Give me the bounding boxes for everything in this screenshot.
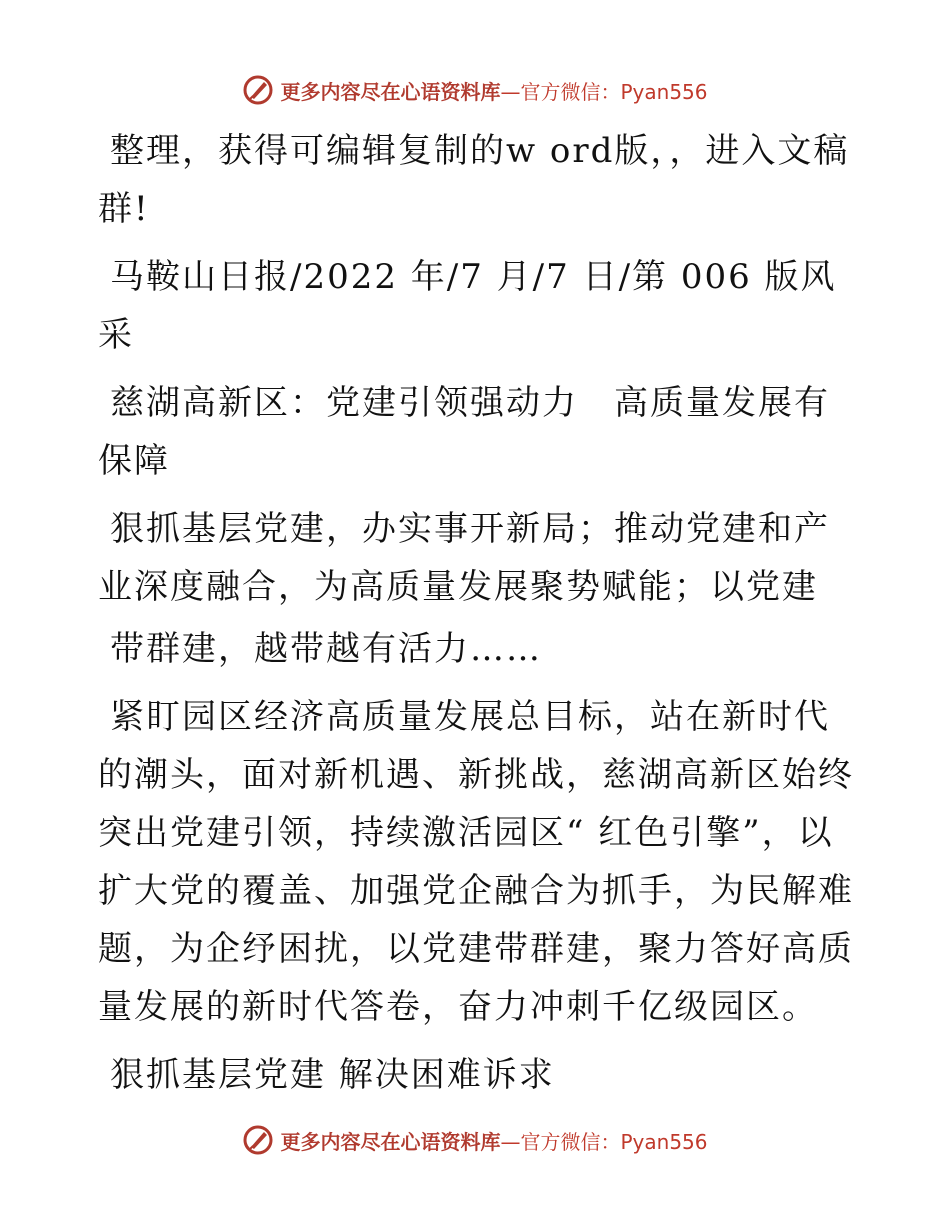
- footer-banner: [0, 1122, 950, 1158]
- banner-wechat-id: Pyan556: [620, 1129, 708, 1154]
- paragraph-body: 紧盯园区经济高质量发展总目标，站在新时代的潮头，面对新机遇、新挑战，慈湖高新区始终突出党建引领，持续激活园区“ 红色引擎”，以扩大党的覆盖、加强党企融合为抓手，为民解难题，为企纾困扰，以党建带群建，聚力答好高质量发展的新时代答卷，奋力冲刺千亿级园区。: [98, 697, 854, 1027]
- section-heading: 狠抓基层党建 解决困难诉求: [110, 1055, 555, 1095]
- quill-logo-icon: [242, 74, 274, 106]
- document-body: [98, 122, 858, 1114]
- article-title: 慈湖高新区：党建引领强动力 高质量发展有保障: [98, 383, 830, 481]
- banner-wechat-label: —官方微信：: [500, 1129, 621, 1154]
- header-banner: [0, 72, 950, 108]
- banner-site-name: 更多内容尽在心语资料库: [280, 79, 501, 104]
- paragraph-lead: 狠抓基层党建，办实事开新局；推动党建和产业深度融合，为高质量发展聚势赋能；以党建: [98, 509, 830, 607]
- banner-wechat-label: —官方微信：: [500, 79, 621, 104]
- paragraph-lead-cont: 带群建，越带越有活力……: [110, 629, 542, 669]
- header-banner-text: [280, 76, 707, 105]
- quill-logo-icon: [242, 1124, 274, 1156]
- paragraph-intro: 整理，获得可编辑复制的w ord版，，进入文稿群!: [98, 131, 850, 229]
- footer-banner-text: [280, 1126, 707, 1155]
- paragraph-source: 马鞍山日报/2022 年/7 月/7 日/第 006 版风采: [98, 257, 837, 355]
- banner-site-name: 更多内容尽在心语资料库: [280, 1129, 501, 1154]
- banner-wechat-id: Pyan556: [620, 79, 708, 104]
